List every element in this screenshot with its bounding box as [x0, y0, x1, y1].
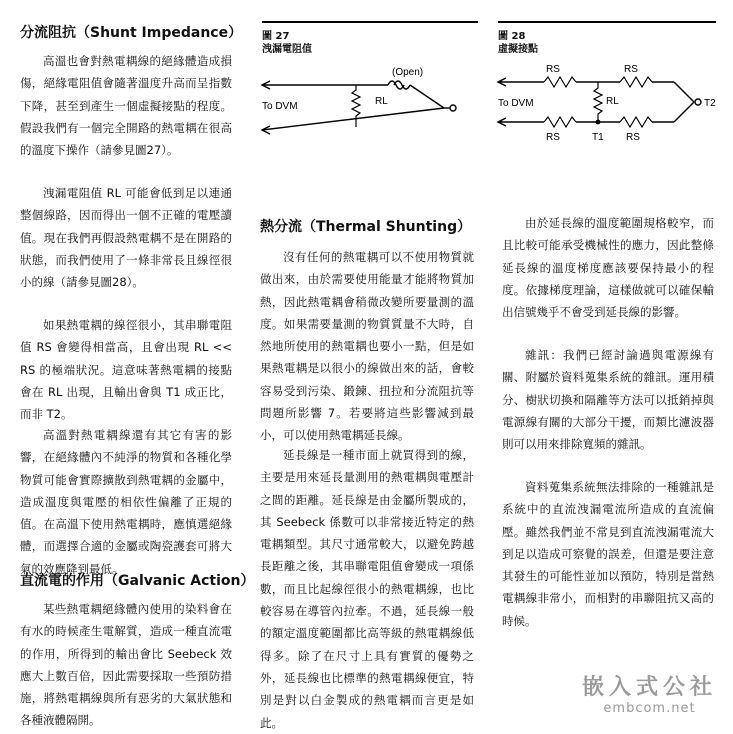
paragraph: 沒有任何的熱電耦可以不使用物質就做出來，由於需要使用能量才能將物質加熱，因此熱電耦會稍微改變所要量測的溫度。如果需要量測的物質質量不大時，自然地所使用的熱電耦也要小一點，但是如果熱電耦是以很小的線做出來的話，會較容易受到污染、鍛鍊、扭拉和分流阻抗等問題所影響 7。若要將這些影響減到最小，可以使用熱電耦延長線。: [260, 250, 474, 443]
paragraph: 雜訊：我們已經討論過與電源線有關、附屬於資料蒐集系統的雜訊。運用積分、樹狀切換和隔離等方法可以抵銷掉與電源線有關的大部分干擾，而類比濾波器則可以用來排除寬頻的雜訊。: [502, 348, 714, 452]
wire: [674, 102, 694, 122]
rs-label: RS: [624, 64, 638, 75]
figure-27-circuit-diagram: [258, 18, 480, 148]
resistor-rs: [620, 117, 652, 127]
figure-27-caption: 圖 27 洩漏電阻值: [262, 31, 312, 55]
resistor-rl: [352, 85, 360, 127]
heading-galvanic-action: 直流電的作用（Galvanic Action）: [20, 573, 255, 589]
t1-label: T1: [592, 132, 604, 143]
paragraph: 由於延長線的溫度範圍規格較窄，而且比較可能承受機械性的應力，因此整條延長線的溫度梯度應該要保持最小的程度。依據梯度理論，這樣做就可以確保輸出信號幾乎不會受到延長線的影響。: [502, 216, 714, 320]
paragraph: 資料蒐集系統無法排除的一種雜訊是系統中的直流洩漏電流所造成的直流偏壓。雖然我們並不常見到直流洩漏電流大到足以造成可察覺的誤差，但還是要注意其發生的可能性並加以預防，特別是當熱電耦線非常小，而相對的串聯阻抗又高的時候。: [502, 480, 714, 628]
open-label: (Open): [392, 67, 424, 78]
to-dvm-label: To DVM: [262, 101, 298, 112]
figure-28-circuit-diagram: [494, 18, 720, 148]
t2-label: T2: [704, 98, 716, 109]
paragraph: 洩漏電阻值 RL 可能會低到足以連通整個線路，因而得出一個不正確的電壓讀值。現在我們再假設熱電耦不是在開路的狀態，而我們使用了一條非常長且線徑很小的線（請參見圖28）。: [20, 186, 232, 290]
resistor-rs: [620, 77, 652, 87]
paragraph: 高溫也會對熱電耦線的絕緣體造成損傷，絕緣電阻值會隨著溫度升高而呈指數下降，甚至到產生一個虛擬接點的程度。假設我們有一個完全開路的熱電耦在很高的溫度下操作（請參見圖27）。: [20, 54, 232, 158]
to-dvm-label: To DVM: [498, 98, 534, 109]
rl-label: RL: [606, 96, 619, 107]
heading-shunt-impedance: 分流阻抗（Shunt Impedance）: [20, 25, 243, 41]
watermark-text: 嵌入式公社: [581, 675, 717, 700]
heading-thermal-shunting: 熱分流（Thermal Shunting）: [260, 219, 472, 235]
wire: [674, 82, 694, 102]
paragraph: 高溫對熱電耦線還有其它有害的影響，在絕緣體內不純淨的物質和各種化學物質可能會實際擴散到熱電耦的金屬中，造成溫度與電壓的相依性偏離了正規的值。在高溫下使用熱電耦時，應慎選絕緣體，而選擇合適的金屬或陶瓷護套可將大氣的效應降到最低。: [20, 428, 232, 576]
junction-node: [450, 105, 456, 111]
watermark-url: embcom.net: [603, 701, 696, 716]
junction-dot: [596, 120, 601, 125]
figure-28-caption: 圖 28 虛擬接點: [498, 31, 538, 55]
rl-label: RL: [375, 96, 388, 107]
resistor-rs: [544, 117, 576, 127]
junction-node: [695, 99, 701, 105]
paragraph: 如果熱電耦的線徑很小，其串聯電阻值 RS 會變得相當高，且會出現 RL << RS 的極端狀況。這意味著熱電耦的接點會在 RL 出現，且輸出會與 T1 成正比，而非 T2。: [20, 318, 232, 422]
paragraph: 延長線是一種市面上就買得到的線，主要是用來延長量測用的熱電耦與電壓計之間的距離。延長線是由金屬所製成的，其 Seebeck 係數可以非常接近特定的熱電耦類型。其尺寸通常較大，以避免跨越長距離之後，其串聯電阻值會變成一項係數，而且比起線徑很小的熱電耦線，也比較容易在導管內拉牽。不過，延長線一般的額定溫度範圍都比高等級的熱電耦線低得多。除了在尺寸上具有實質的優勢之外，延長線也比標準的熱電耦線便宜，特別是對以白金製成的熱電耦而言更是如此。: [260, 448, 474, 730]
paragraph: 某些熱電耦絕緣體內使用的染料會在有水的時候產生電解質，造成一種直流電的作用，所得到的輸出會比 Seebeck 效應大上數百倍，因此需要採取一些預防措施，將熱電耦線與所有惡劣的大氣狀態和各種液體隔開。: [20, 602, 232, 728]
rs-label: RS: [546, 132, 560, 143]
resistor-rl: [594, 82, 602, 122]
wire: [410, 85, 444, 108]
watermark-logo: [582, 670, 717, 716]
rs-label: RS: [546, 64, 560, 75]
rs-label: RS: [626, 132, 640, 143]
resistor-rs: [544, 77, 576, 87]
